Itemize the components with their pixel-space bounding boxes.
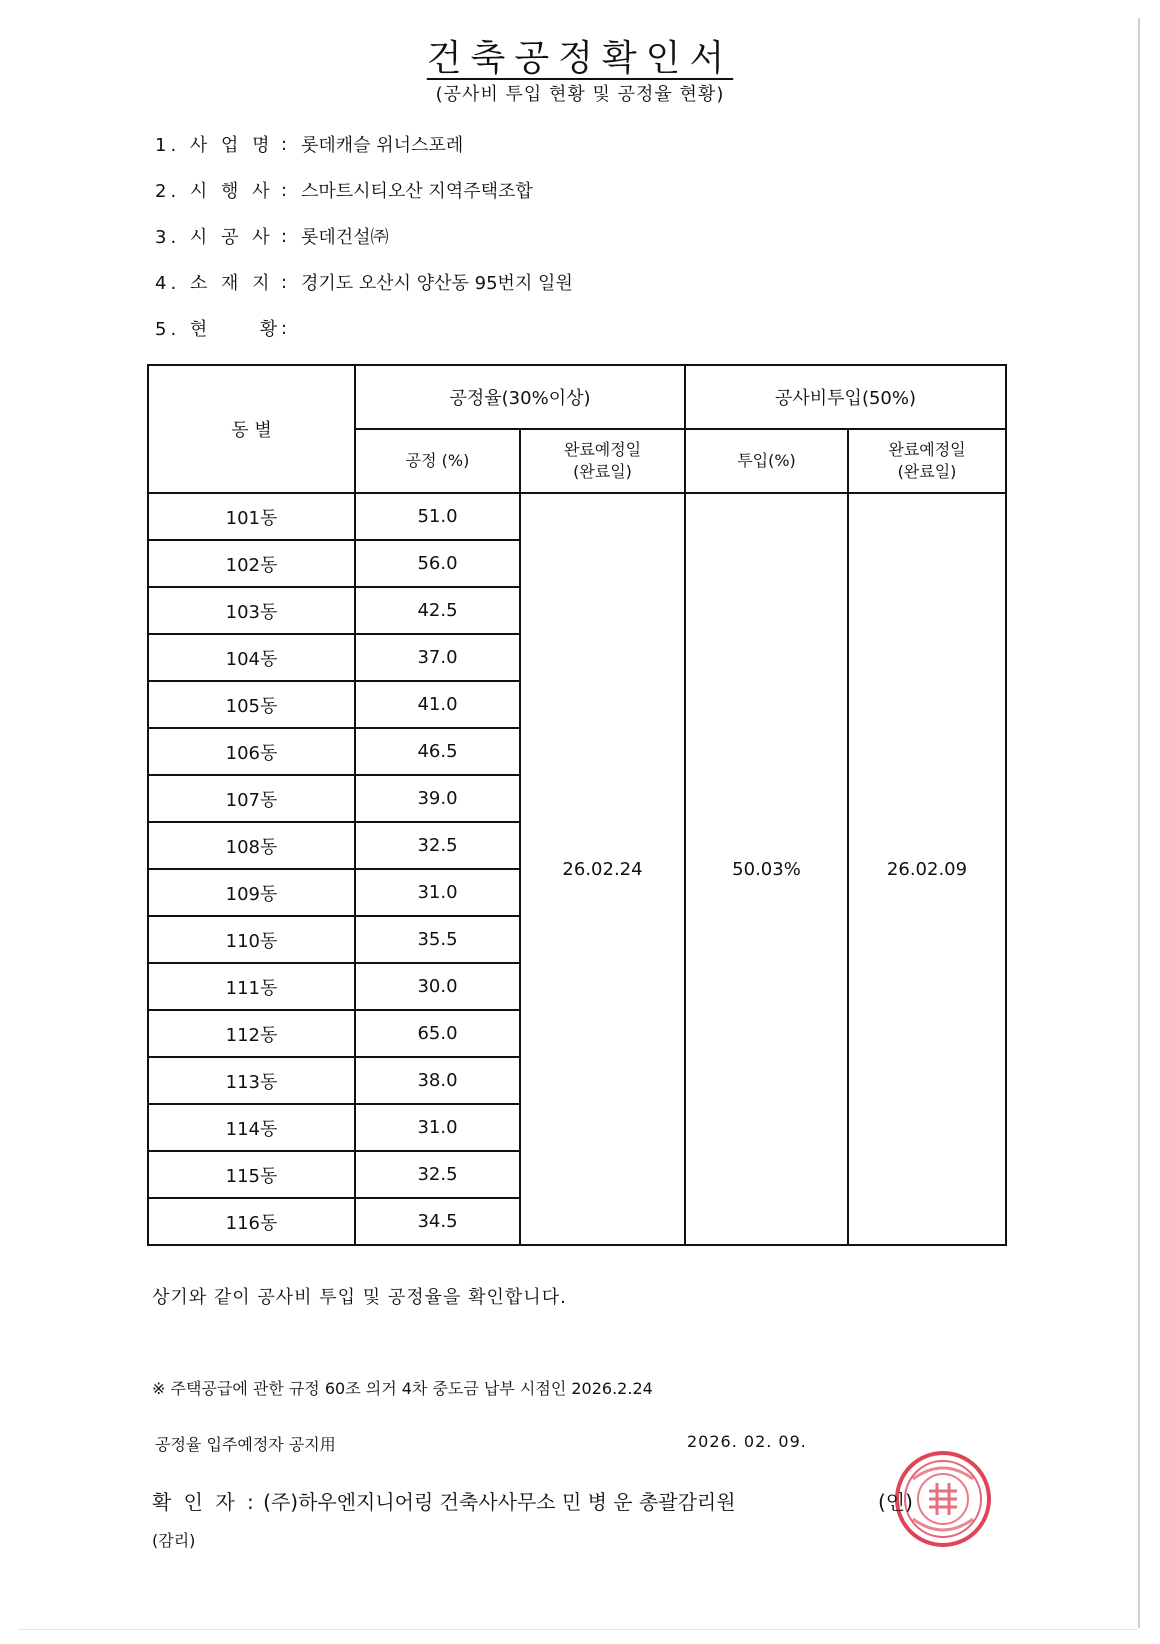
building-cell: 109동 [148, 869, 355, 916]
header-cost-group: 공사비투입(50%) [685, 365, 1006, 429]
seal-mark-text: (인) [878, 1490, 913, 1514]
header-progress: 공정 (%) [355, 429, 520, 493]
header-progress-date [520, 429, 685, 493]
building-cell: 104동 [148, 634, 355, 681]
progress-cell: 38.0 [355, 1057, 520, 1104]
info-colon: : [280, 317, 288, 339]
cost-completion-date: 26.02.09 [848, 493, 1006, 1245]
header-input-date-line2: (완료일) [897, 462, 957, 481]
header-input-date [848, 429, 1006, 493]
info-label: 3. 시 공 사 [155, 227, 274, 248]
progress-cell: 65.0 [355, 1010, 520, 1057]
building-cell: 107동 [148, 775, 355, 822]
info-value: 경기도 오산시 양산동 95번지 일원 [301, 273, 573, 294]
progress-cell: 37.0 [355, 634, 520, 681]
info-row-developer [155, 177, 533, 203]
info-colon: : [280, 133, 288, 155]
scan-edge [1138, 18, 1140, 1628]
building-cell: 103동 [148, 587, 355, 634]
confirmer-line [152, 1486, 736, 1515]
building-cell: 114동 [148, 1104, 355, 1151]
building-cell: 102동 [148, 540, 355, 587]
header-input: 투입(%) [685, 429, 848, 493]
progress-cell: 41.0 [355, 681, 520, 728]
progress-cell: 42.5 [355, 587, 520, 634]
info-value: 롯데캐슬 위너스포레 [301, 135, 464, 156]
cost-input-rate: 50.03% [685, 493, 848, 1245]
info-label: 4. 소 재 지 [155, 273, 274, 294]
progress-cell: 32.5 [355, 822, 520, 869]
progress-cell: 31.0 [355, 1104, 520, 1151]
building-cell: 110동 [148, 916, 355, 963]
progress-cell: 30.0 [355, 963, 520, 1010]
info-label: 1. 사 업 명 [155, 135, 274, 156]
progress-cell: 51.0 [355, 493, 520, 540]
info-colon: : [280, 179, 288, 201]
confirmer-role: (감리) [152, 1531, 196, 1550]
info-colon: : [280, 225, 288, 247]
building-cell: 116동 [148, 1198, 355, 1245]
building-cell: 111동 [148, 963, 355, 1010]
progress-cell: 34.5 [355, 1198, 520, 1245]
document-date: 2026. 02. 09. [687, 1432, 807, 1451]
info-value: 스마트시티오산 지역주택조합 [301, 181, 533, 202]
header-progress-date-line2: (완료일) [573, 462, 632, 481]
info-label: 5. 현 황 [155, 319, 282, 340]
progress-cell: 46.5 [355, 728, 520, 775]
progress-cell: 31.0 [355, 869, 520, 916]
header-input-date-line1: 완료예정일 [888, 440, 966, 459]
header-progress-group: 공정율(30%이상) [355, 365, 685, 429]
document-subtitle: (공사비 투입 현황 및 공정율 현황) [435, 84, 725, 105]
confirmer-label: 확 인 자 : [152, 1490, 257, 1514]
progress-table [147, 364, 1007, 1246]
confirmer-name: (주)하우엔지니어링 건축사사무소 민 병 운 총괄감리원 [263, 1490, 736, 1514]
progress-cell: 39.0 [355, 775, 520, 822]
info-row-project [155, 131, 463, 157]
progress-cell: 56.0 [355, 540, 520, 587]
info-label: 2. 시 행 사 [155, 181, 274, 202]
building-cell: 113동 [148, 1057, 355, 1104]
header-progress-date-line1: 완료예정일 [563, 440, 642, 459]
document-title: 건축공정확인서 [426, 38, 734, 79]
progress-cell: 35.5 [355, 916, 520, 963]
building-cell: 108동 [148, 822, 355, 869]
header-building: 동 별 [148, 365, 355, 493]
info-colon: : [280, 271, 288, 293]
confirmation-statement: 상기와 같이 공사비 투입 및 공정율을 확인합니다. [152, 1287, 567, 1308]
building-cell: 101동 [148, 493, 355, 540]
progress-completion-date: 26.02.24 [520, 493, 685, 1245]
building-cell: 115동 [148, 1151, 355, 1198]
building-cell: 106동 [148, 728, 355, 775]
progress-cell: 32.5 [355, 1151, 520, 1198]
building-cell: 112동 [148, 1010, 355, 1057]
info-row-status [155, 315, 301, 341]
info-row-contractor [155, 223, 389, 249]
info-value: 롯데건설㈜ [301, 227, 389, 248]
regulation-note: ※ 주택공급에 관한 규정 60조 의거 4차 중도금 납부 시점인 2026.2.24 [152, 1379, 653, 1398]
scan-bottom-edge [18, 1629, 1138, 1630]
info-row-location [155, 269, 573, 295]
building-cell: 105동 [148, 681, 355, 728]
table-row [148, 493, 1006, 540]
notice-purpose: 공정율 입주예정자 공지用 [155, 1435, 336, 1454]
